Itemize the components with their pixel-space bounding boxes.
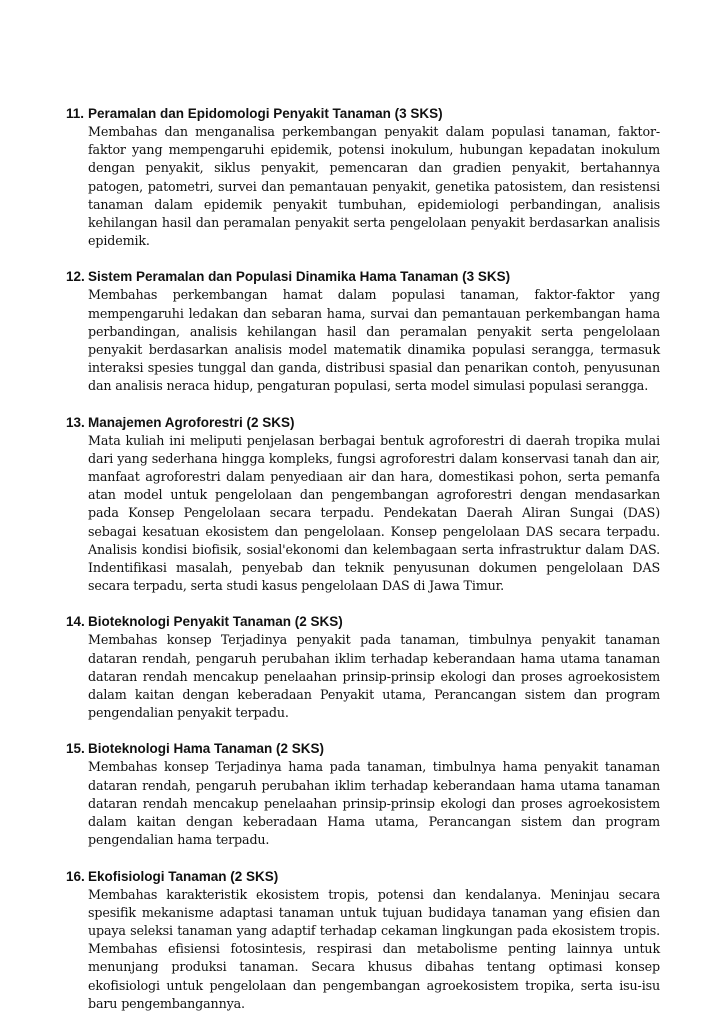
course-title: Bioteknologi Hama Tanaman (2 SKS): [88, 741, 325, 757]
course-heading: [66, 268, 660, 286]
course-item: [66, 268, 660, 395]
course-description: Membahas karakteristik ekosistem tropis, potensi dan kendalanya. Meninjau secara spesifik mekanisme adaptasi tanaman untuk tujuan budidaya tanaman yang efisien dan upaya seleksi tanaman yang adaptif terhadap cekaman lingkungan pada ekosistem tropis. Membahas efisiensi fotosintesis, respirasi dan metabolisme penting lainnya untuk menunjang produksi tanaman. Secara khusus dibahas tentang optimasi konsep ekofisiologi untuk pengelolaan dan pengembangan agroekosistem tropika, serta isu-isu baru pengembangannya.: [88, 886, 660, 1011]
course-description: Membahas konsep Terjadinya hama pada tanaman, timbulnya hama penyakit tanaman dataran rendah, pengaruh perubahan iklim terhadap keberandaan hama utama tanaman dataran rendah mencakup penelaahan prinsip-prinsip ekologi dan proses agroekosistem dalam kaitan dengan keberadaan Hama utama, Perancangan sistem dan program pengendalian hama terpadu.: [88, 759, 660, 848]
course-number: 12.: [66, 269, 85, 285]
course-description: Membahas konsep Terjadinya penyakit pada tanaman, timbulnya penyakit tanaman dataran rendah, pengaruh perubahan iklim terhadap keberandaan hama utama tanaman dataran rendah mencakup penelaahan prinsip-prinsip ekologi dan proses agroekosistem dalam kaitan dengan keberadaan Penyakit utama, Perancangan sistem dan program pengendalian penyakit terpadu.: [88, 632, 660, 721]
course-item: [66, 105, 660, 250]
course-item: [66, 613, 660, 722]
course-title: Manajemen Agroforestri (2 SKS): [88, 414, 295, 430]
course-heading: [66, 105, 660, 123]
course-heading: [66, 414, 660, 432]
course-title: Peramalan dan Epidomologi Penyakit Tanaman (3 SKS): [88, 106, 443, 121]
course-item: [66, 414, 660, 596]
course-title: Sistem Peramalan dan Populasi Dinamika Hama Tanaman (3 SKS): [88, 269, 511, 285]
course-description: Mata kuliah ini meliputi penjelasan berbagai bentuk agroforestri di daerah tropika mulai dari yang sederhana hingga kompleks, fungsi agroforestri dalam konservasi tanah dan air, manfaat agroforestri dalam penyediaan air dan hara, domestikasi pohon, serta pemanfa atan model untuk pengelolaan dan pengembangan agroforestri dengan mendasarkan pada Konsep Pengelolaan secara terpadu. Pendekatan Daerah Aliran Sungai (DAS) sebagai kesatuan ekosistem dan pengelolaan. Konsep pengelolaan DAS secara terpadu. Analisis kondisi biofisik, sosial'ekonomi dan kelembagaan serta infrastruktur dalam DAS. Indentifikasi masalah, penyebab dan teknik penyusunan dokumen pengelolaan DAS secara terpadu, serta studi kasus pengelolaan DAS di Jawa Timur.: [88, 432, 660, 594]
course-number: 14.: [66, 614, 85, 630]
course-number: 11.: [66, 106, 85, 121]
course-title: Ekofisiologi Tanaman (2 SKS): [88, 868, 279, 884]
course-heading: [66, 740, 660, 758]
course-number: 15.: [66, 741, 85, 757]
course-item: [66, 868, 660, 1013]
course-heading: [66, 868, 660, 886]
course-description: Membahas perkembangan hamat dalam populasi tanaman, faktor-faktor yang mempengaruhi ledakan dan sebaran hama, survai dan pemantauan perkembangan hama perbandingan, analisis kehilangan hasil dan peramalan penyakit serta pengelolaan penyakit berdasarkan analisis model matematik dinamika populasi serangga, termasuk interaksi spesies tunggal dan ganda, distribusi spasial dan penarikan contoh, penyusunan dan analisis neraca hidup, pengaturan populasi, serta model simulasi populasi serangga.: [88, 287, 660, 394]
course-heading: [66, 613, 660, 631]
course-list: [66, 105, 660, 1031]
course-item: [66, 740, 660, 849]
course-description: Membahas dan menganalisa perkembangan penyakit dalam populasi tanaman, faktor-faktor yang mempengaruhi epidemik, potensi inokulum, hubungan kepadatan inokulum dengan penyakit, siklus penyakit, pemencaran dan gradien penyakit, bertahannya patogen, patometri, survei dan pemantauan penyakit, genetika patosistem, dan resistensi tanaman dalam epidemik penyakit tumbuhan, epidemiologi perbandingan, analisis kehilangan hasil dan peramalan penyakit serta pengelolaan penyakit berdasarkan analisis epidemik.: [88, 124, 660, 249]
course-number: 16.: [66, 868, 85, 884]
course-title: Bioteknologi Penyakit Tanaman (2 SKS): [88, 614, 343, 630]
course-number: 13.: [66, 414, 85, 430]
